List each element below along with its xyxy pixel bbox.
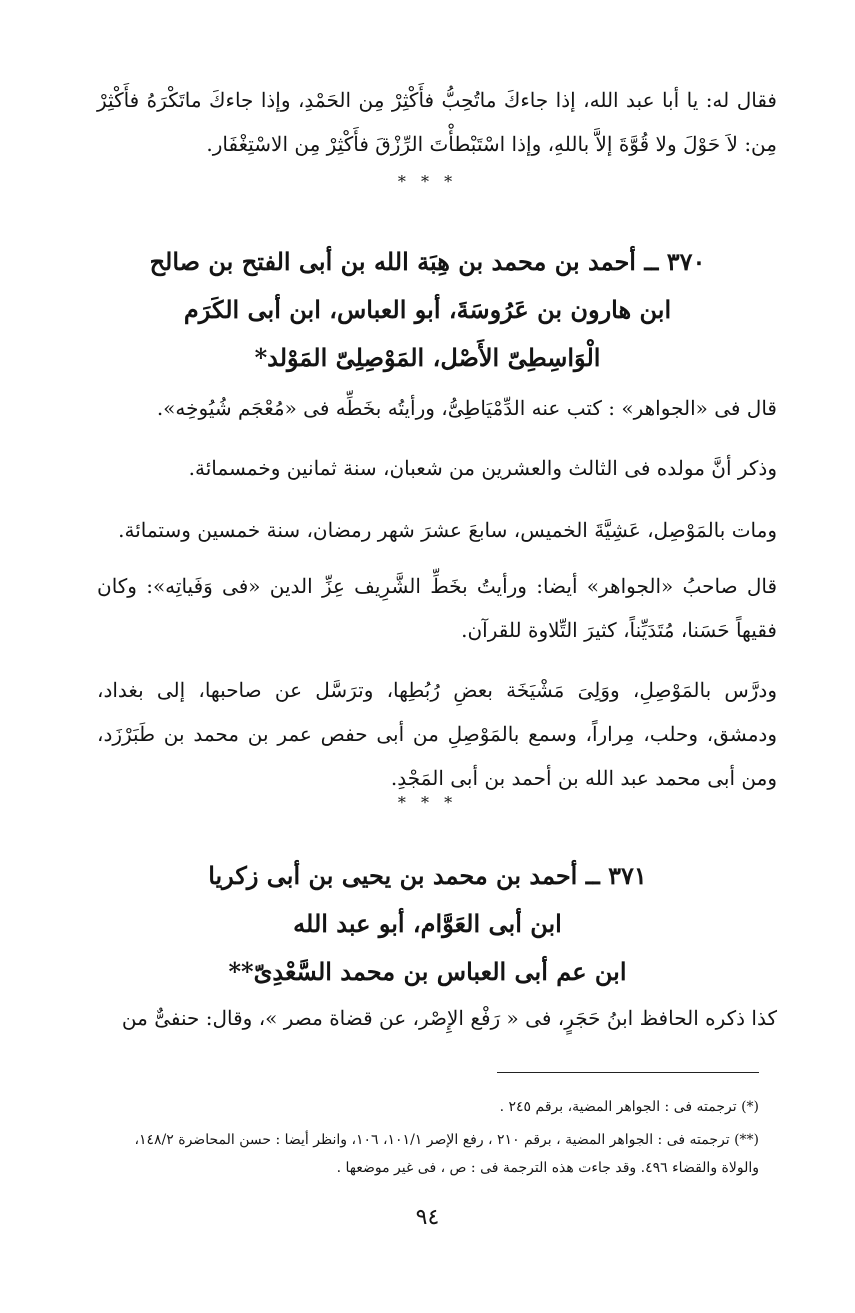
entry-371-paragraph: كذا ذكره الحافظ ابنُ حَجَرٍ، فى « رَفْع الإِصْر، عن قضاة مصر »، وقال: حنفىٌّ من: [121, 1006, 777, 1030]
entry-370-paragraph: قال فى «الجواهر» : كتب عنه الدِّمْيَاطِىُّ، ورأيتُه بخَطِّه فى «مُعْجَم شُيُوخِه».: [156, 396, 777, 420]
entry-heading-line: ٣٧٠ ــ أحمد بن محمد بن هِبَة الله بن أبى الفتح بن صالح: [149, 247, 706, 276]
entry-heading-line: ابن هارون بن عَرُوسَةَ، أبو العباس، ابن أبى الكَرَم: [183, 295, 672, 324]
entry-heading-line: ابن عم أبى العباس بن محمد السَّعْدِىّ**: [228, 957, 627, 986]
entry-heading-line: الْوَاسِطِىّ الأَصْل، المَوْصِلِىّ المَوْلد*: [254, 343, 601, 372]
entry-370-paragraph: ومات بالمَوْصِل، عَشِيَّةَ الخميس، سابعَ عشرَ شهر رمضان، سنة خمسين وستمائة.: [118, 518, 777, 542]
footnote: (**) ترجمته فى : الجواهر المضية ، برقم ٢١٠ ، رفع الإصر ١٠١/١، ١٠٦، وانظر أيضا : حسن المحاضرة ١٤٨/٢، والولاة والقضاء ٤٩٦. وقد جاءت هذه الترجمة فى : ص ، فى غير موضعها .: [134, 1132, 759, 1176]
page-number: ٩٤: [415, 1205, 440, 1230]
entry-371-heading: [100, 852, 755, 996]
entry-heading-line: ٣٧١ ــ أحمد بن محمد بن يحيى بن أبى زكريا: [208, 861, 647, 890]
entry-370-heading: [100, 238, 755, 382]
footnote-divider: [497, 1072, 759, 1073]
entry-370-paragraph: وذكر أنَّ مولده فى الثالث والعشرين من شعبان، سنة ثمانين وخمسمائة.: [188, 456, 777, 480]
entry-370-paragraph: ودرَّس بالمَوْصِلِ، ووَلِىَ مَشْيَخَة بعضِ رُبُطِها، وترَسَّل عن صاحبها، إلى بغداد، ودمشق، وحلب، مِراراً، وسمع بالمَوْصِلِ من أبى حفص عمر بن محمد بن طَبَرْزَد، ومن أبى محمد عبد الله بن أحمد بن أبى المَجْدِ.: [97, 678, 777, 790]
entry-heading-line: ابن أبى العَوَّام، أبو عبد الله: [293, 909, 562, 938]
section-separator: * * *: [397, 793, 458, 812]
footnote: (*) ترجمته فى : الجواهر المضية، برقم ٢٤٥ .: [499, 1099, 759, 1115]
section-separator: * * *: [397, 172, 458, 191]
intro-paragraph: فقال له: يا أبا عبد الله، إذا جاءكَ ماتُحِبُّ فأَكْثِرْ مِن الحَمْدِ، وإذا جاءكَ ماتَكْرَهُ فأَكْثِرْ مِن: لاَ حَوْلَ ولا قُوَّةَ إلاَّ باللهِ، وإذا اسْتَبْطأْتَ الرِّزْقَ فأَكْثِرْ مِن الاسْتِغْفَار.: [97, 88, 777, 156]
entry-370-paragraph: قال صاحبُ «الجواهر» أيضا: ورأيتُ بخَطِّ الشَّرِيف عِزِّ الدين «فى وَفَياتِه»: وكان فقيهاً حَسَنا، مُتَدَيِّناً، كثيرَ التِّلاوة للقرآن.: [97, 574, 778, 642]
